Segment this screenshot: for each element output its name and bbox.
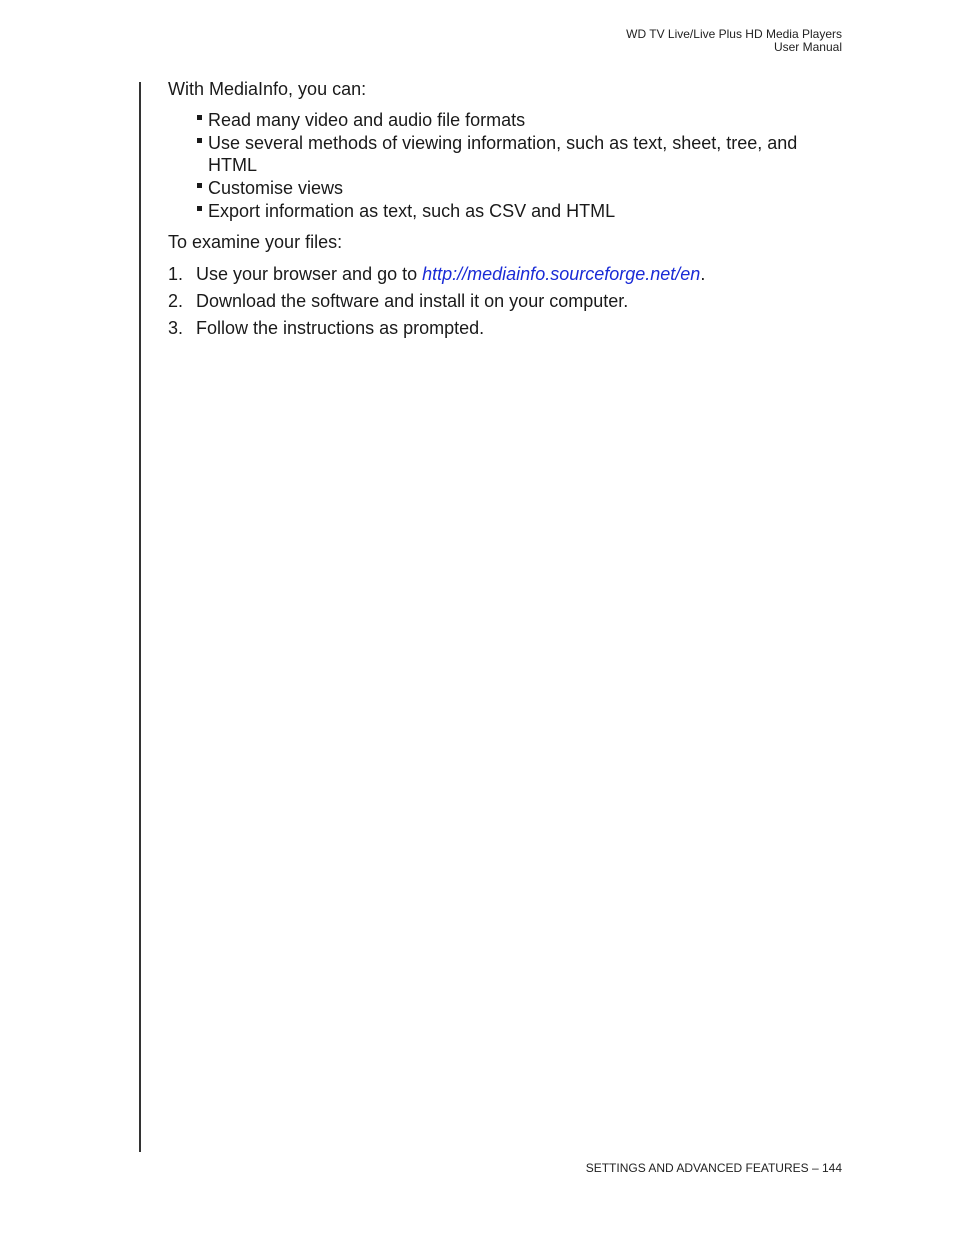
examine-paragraph: To examine your files: <box>168 232 343 252</box>
footer-section-title: SETTINGS AND ADVANCED FEATURES <box>585 1161 809 1175</box>
bullet-square-icon <box>197 115 202 120</box>
step-item <box>168 290 818 312</box>
step-text: Follow the instructions as prompted. <box>196 318 485 338</box>
step-text: Use your browser and go to <box>196 264 423 284</box>
bullet-square-icon <box>197 183 202 188</box>
step-text: Download the software and install it on your computer. <box>196 291 629 311</box>
intro-paragraph: With MediaInfo, you can: <box>168 79 367 99</box>
step-number: 1. <box>168 264 184 284</box>
page-footer <box>586 1161 842 1175</box>
mediainfo-link[interactable]: http://mediainfo.sourceforge.net/en <box>422 264 701 284</box>
feature-text: Read many video and audio file formats <box>208 110 526 130</box>
steps-list <box>168 263 818 339</box>
list-item <box>197 200 818 222</box>
bullet-square-icon <box>197 206 202 211</box>
feature-text: Export information as text, such as CSV and HTML <box>208 201 616 221</box>
bullet-square-icon <box>197 138 202 143</box>
feature-text: Customise views <box>208 178 344 198</box>
footer-separator: – <box>808 1161 822 1175</box>
step-item <box>168 263 818 285</box>
page-header <box>626 28 842 54</box>
list-item <box>197 132 818 176</box>
list-item <box>197 177 818 199</box>
feature-text: Use several methods of viewing information, such as text, sheet, tree, and HTML <box>208 133 798 175</box>
margin-rule <box>139 82 141 1152</box>
page-number: 144 <box>821 1161 842 1175</box>
main-content <box>168 78 818 344</box>
feature-list <box>168 109 818 222</box>
header-manual-label: User Manual <box>773 40 842 54</box>
list-item <box>197 109 818 131</box>
step-number: 3. <box>168 318 184 338</box>
step-text-suffix: . <box>700 264 706 284</box>
step-item <box>168 317 818 339</box>
header-product-title: WD TV Live/Live Plus HD Media Players <box>626 27 842 41</box>
step-number: 2. <box>168 291 184 311</box>
